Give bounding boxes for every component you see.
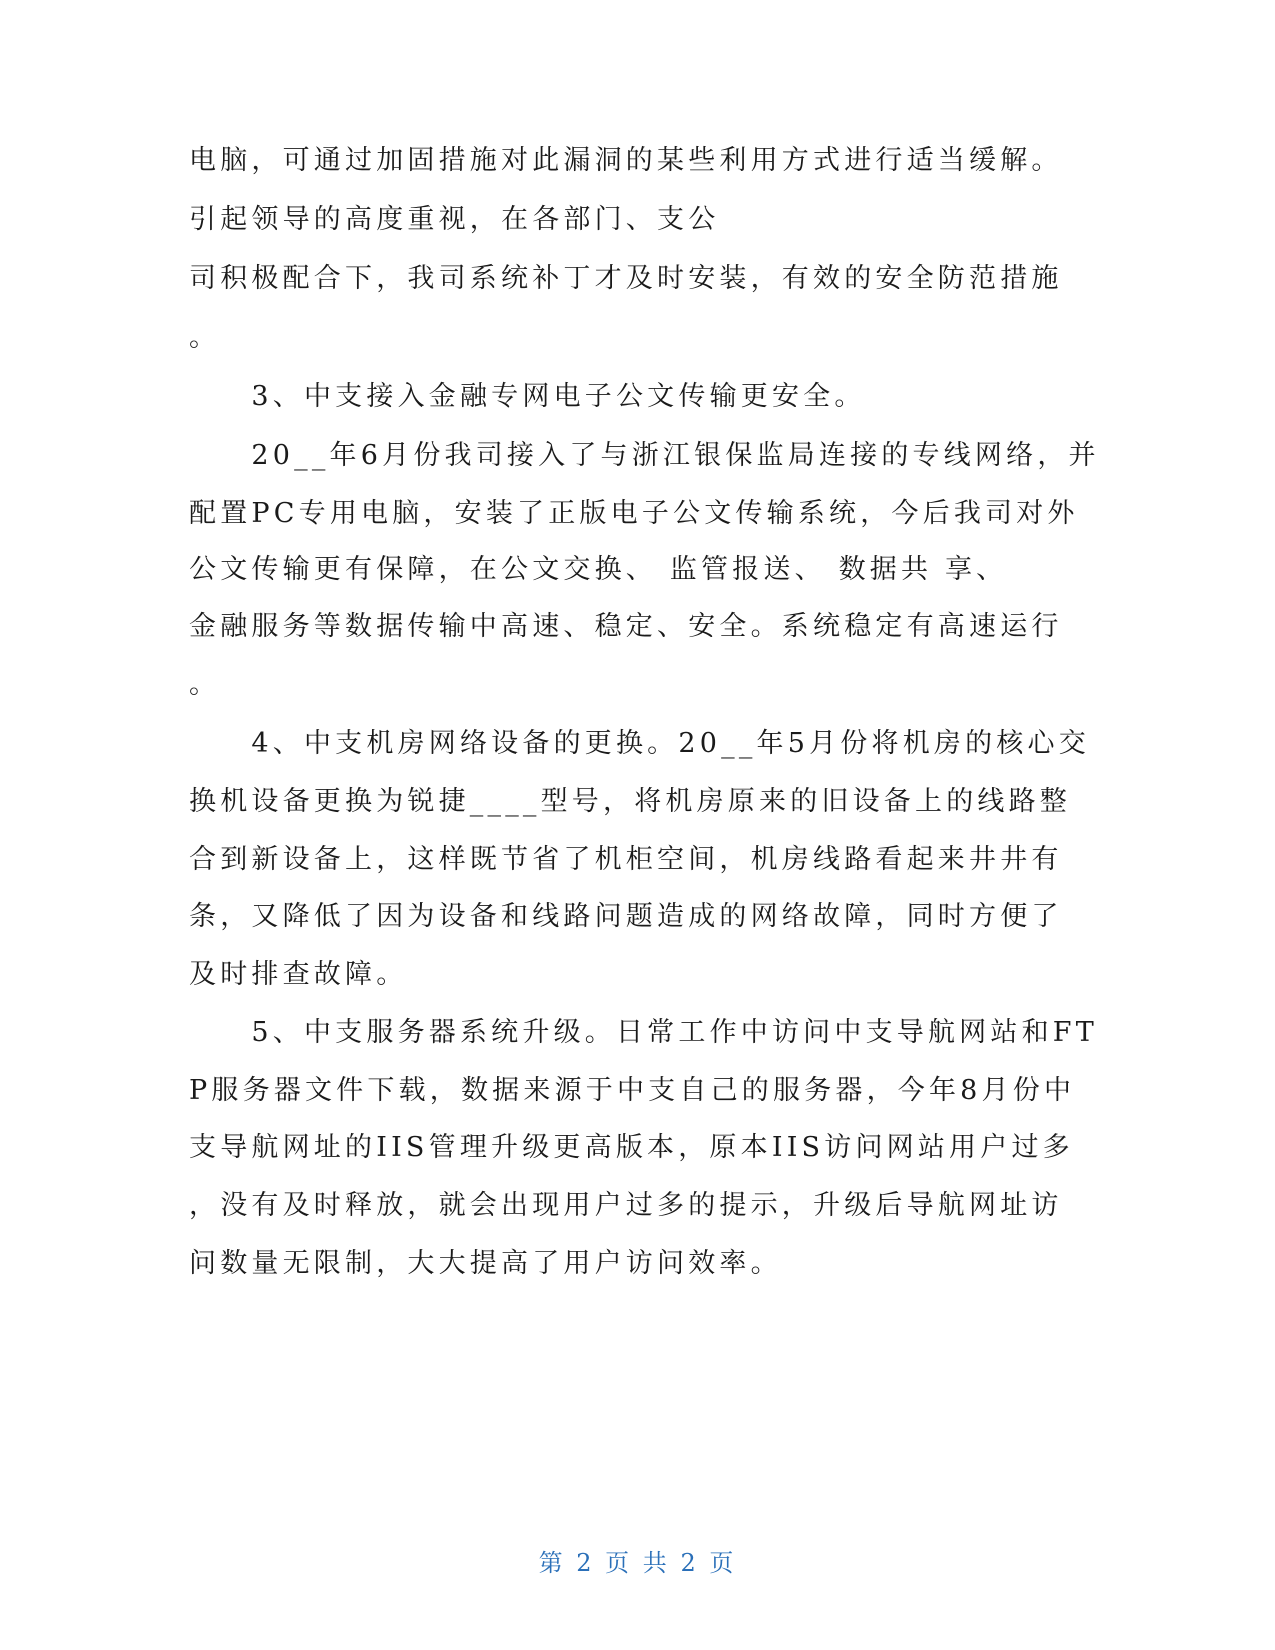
section-heading-3: 3、中支接入金融专网电子公文传输更安全。 bbox=[189, 381, 866, 412]
body-line: 20__年6月份我司接入了与浙江银保监局连接的专线网络，并 bbox=[189, 440, 1100, 471]
body-line: 及时排查故障。 bbox=[189, 959, 408, 990]
body-line: 支导航网址的IIS管理升级更高版本，原本IIS访问网站用户过多 bbox=[189, 1132, 1074, 1163]
body-line: 司积极配合下，我司系统补丁才及时安装，有效的安全防范措施 bbox=[189, 263, 1063, 294]
page-number-footer: 第 2 页 共 2 页 bbox=[538, 1549, 737, 1577]
body-line: 问数量无限制，大大提高了用户访问效率。 bbox=[189, 1248, 782, 1279]
body-line: 引起领导的高度重视，在各部门、支公 bbox=[189, 204, 720, 235]
body-line: 。 bbox=[189, 669, 221, 700]
section-heading-4: 4、中支机房网络设备的更换。20__年5月份将机房的核心交 bbox=[189, 728, 1090, 759]
body-line: 。 bbox=[189, 322, 221, 353]
body-line: ，没有及时释放，就会出现用户过多的提示，升级后导航网址访 bbox=[189, 1190, 1063, 1221]
body-line: 条，又降低了因为设备和线路问题造成的网络故障，同时方便了 bbox=[189, 901, 1063, 932]
section-heading-5: 5、中支服务器系统升级。日常工作中访问中支导航网站和FT bbox=[189, 1017, 1098, 1048]
body-line: 配置PC专用电脑，安装了正版电子公文传输系统，今后我司对外 bbox=[189, 498, 1079, 529]
body-line: P服务器文件下载，数据来源于中支自己的服务器，今年8月份中 bbox=[189, 1075, 1076, 1106]
body-line: 金融服务等数据传输中高速、稳定、安全。系统稳定有高速运行 bbox=[189, 611, 1063, 642]
body-line: 电脑，可通过加固措施对此漏洞的某些利用方式进行适当缓解。 bbox=[189, 145, 1063, 176]
body-line: 公文传输更有保障，在公文交换、 监管报送、 数据共 享、 bbox=[189, 554, 1008, 585]
body-line: 合到新设备上，这样既节省了机柜空间，机房线路看起来井井有 bbox=[189, 844, 1063, 875]
body-line: 换机设备更换为锐捷____型号，将机房原来的旧设备上的线路整 bbox=[189, 786, 1071, 817]
